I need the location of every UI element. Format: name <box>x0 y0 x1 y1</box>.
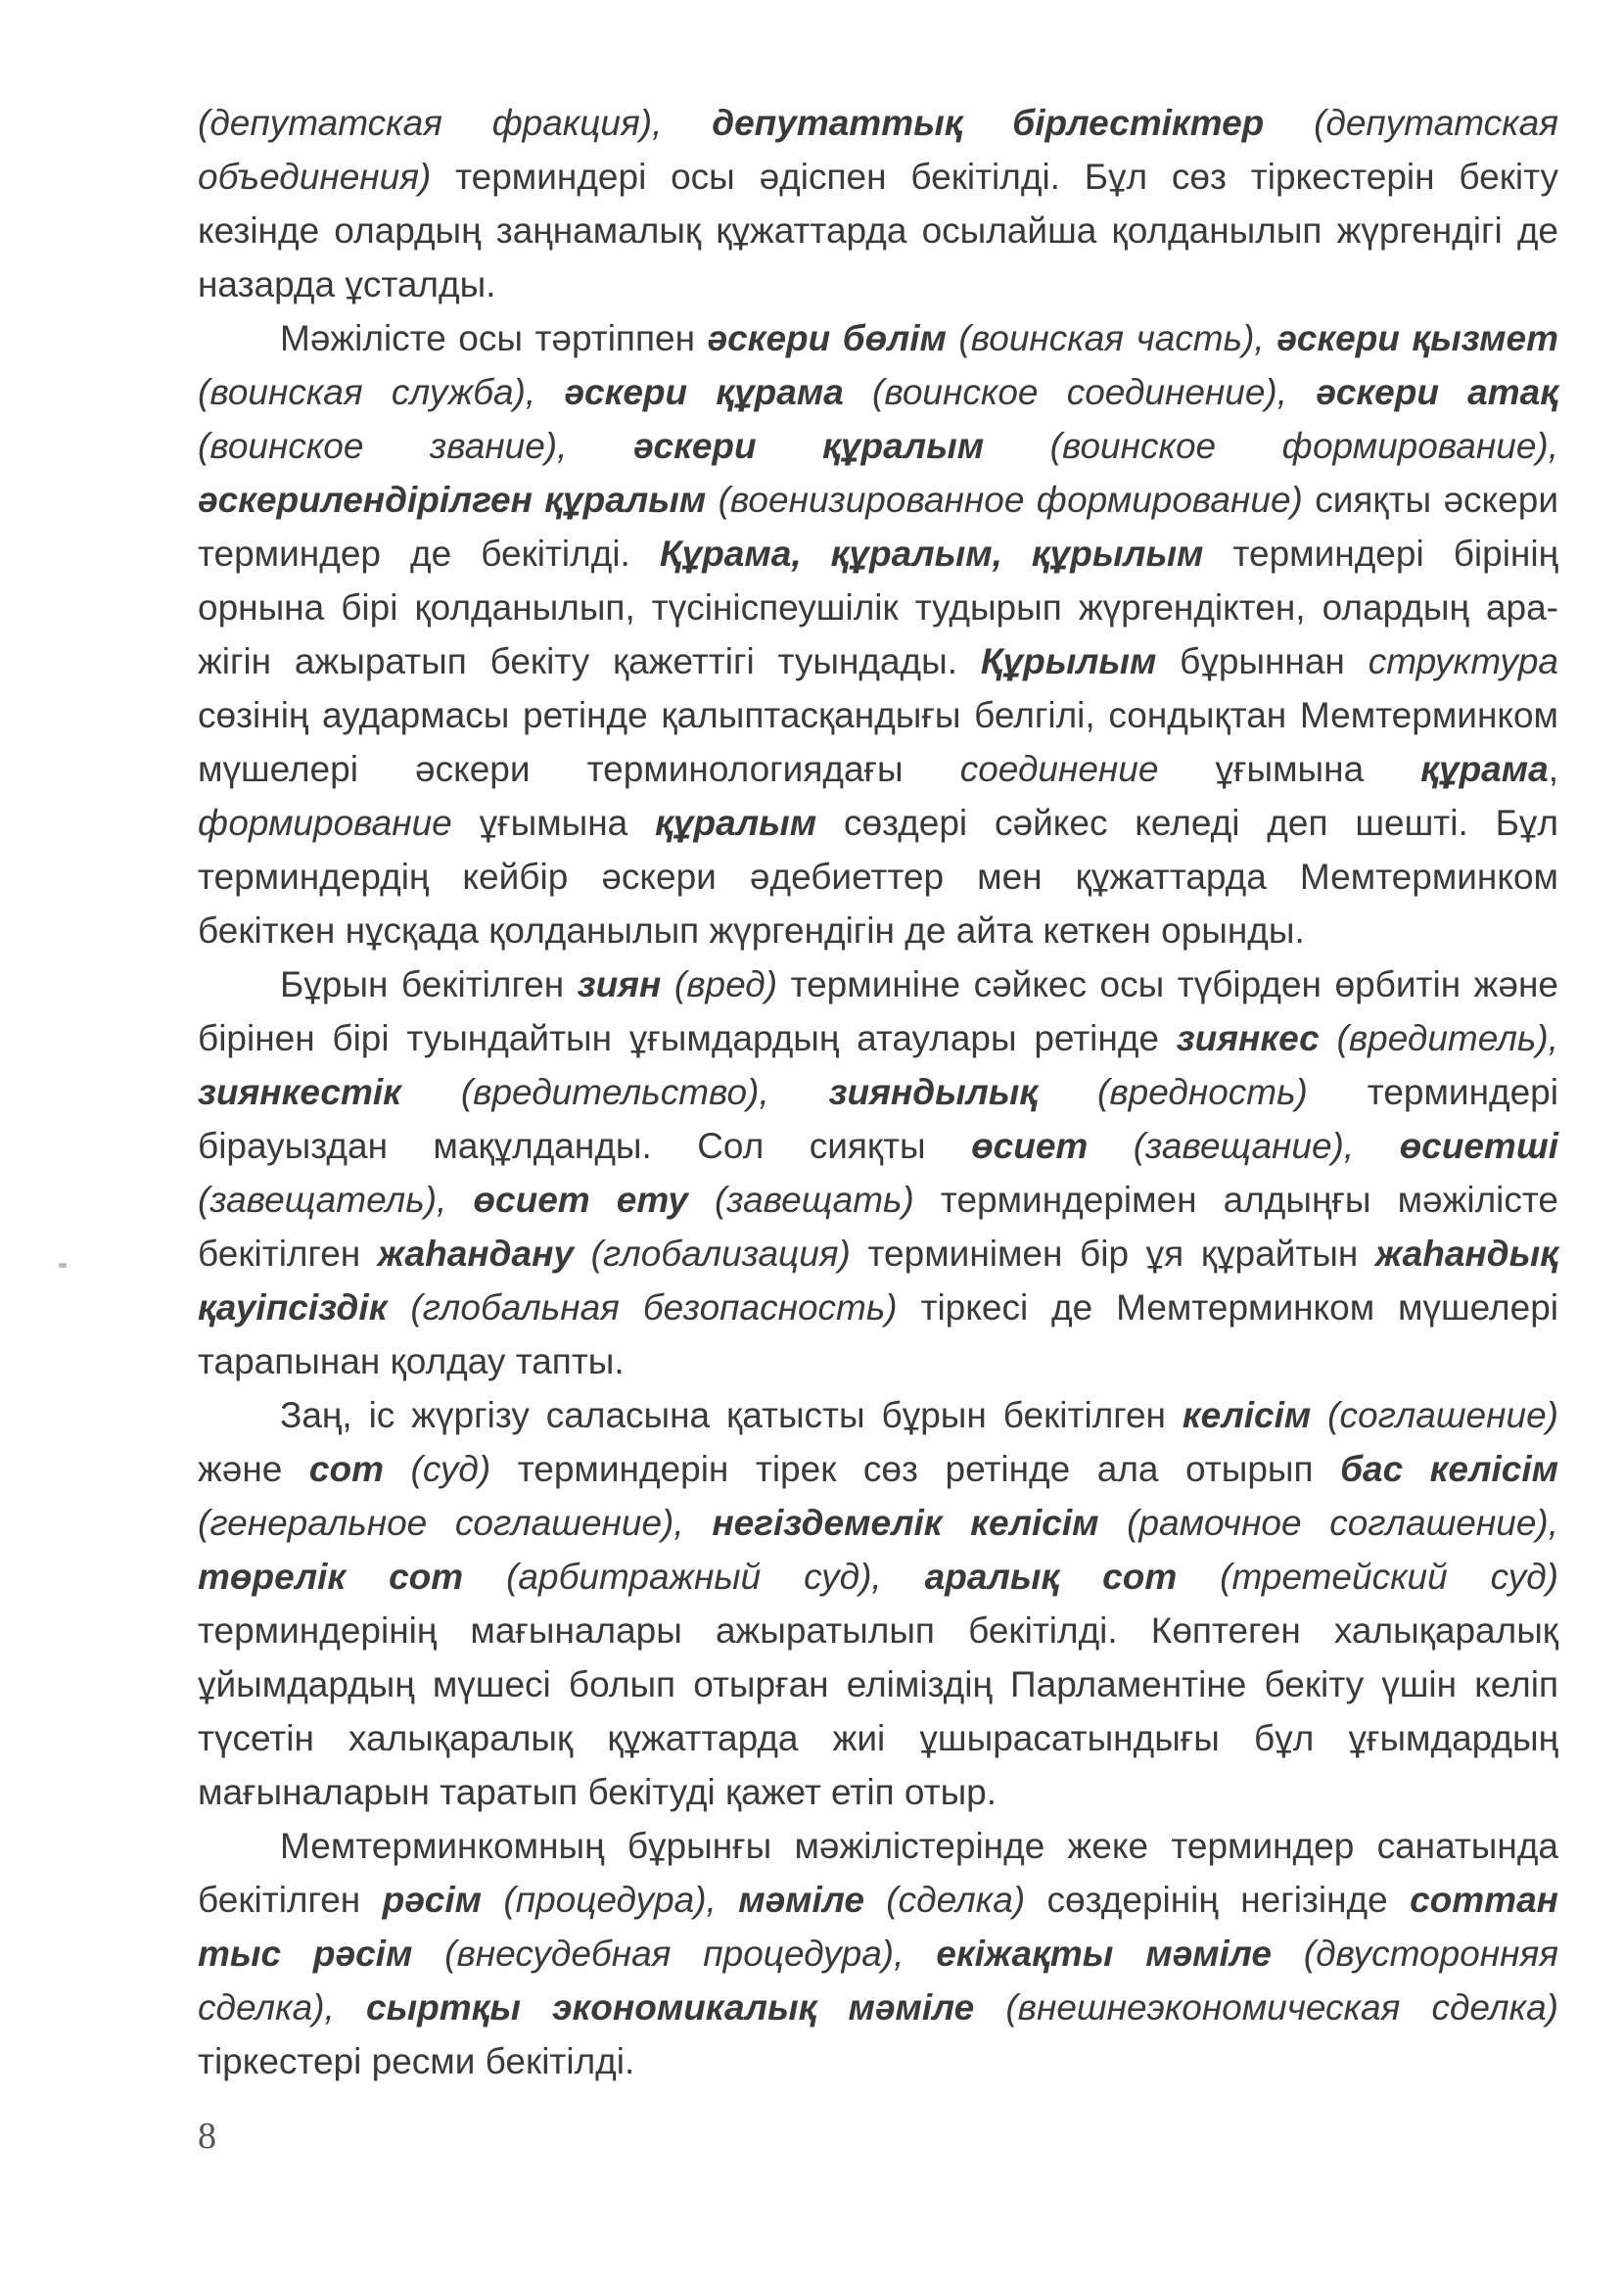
paragraph-text: (суд) <box>383 1449 491 1489</box>
paragraph-text: структура <box>1368 641 1558 681</box>
term-text: әскери құрама <box>564 372 844 412</box>
paragraph-text: ұғымына <box>451 803 656 843</box>
paragraph-text: соединение <box>959 749 1159 789</box>
paragraph-text: (сделка) <box>863 1880 1026 1920</box>
paragraph-text: (воинское соединение), <box>843 372 1317 412</box>
paragraph-text: (завещатель), <box>198 1180 474 1220</box>
paragraph-text: (двусторонняя сделка), <box>198 1934 1559 2028</box>
paragraph-text: және <box>198 1449 309 1489</box>
paragraph-text: ұғымына <box>1158 749 1421 789</box>
paragraph-text: (вредительство), <box>400 1072 829 1112</box>
paragraph-text: тіркестері ресми бекітілді. <box>198 2041 635 2081</box>
term-text: құрама <box>1420 749 1549 789</box>
paragraph <box>198 1388 1558 1819</box>
term-text: құралым <box>655 803 817 843</box>
paragraph-text: , <box>1548 749 1558 789</box>
paragraph-text: (воинская служба), <box>198 372 565 412</box>
paragraph-text: (внесудебная процедура), <box>412 1934 937 1974</box>
term-text: екіжақты мәміле <box>936 1934 1272 1974</box>
paragraph-text: (глобализация) <box>574 1234 851 1274</box>
term-text: депутаттық бірлестіктер <box>712 103 1265 143</box>
paragraph <box>198 96 1558 311</box>
term-text: өсиет ету <box>473 1180 688 1220</box>
term-text: зиянкестік <box>198 1072 401 1112</box>
term-text: мәміле <box>738 1880 864 1920</box>
term-text: соттан тыс рәсім <box>198 1880 1558 1974</box>
paragraph-text: (воинская часть), <box>946 318 1277 358</box>
term-text: сыртқы экономикалық мәміле <box>365 1987 975 2028</box>
paragraph <box>198 311 1558 957</box>
term-text: жаһандық қауіпсіздік <box>198 1234 1558 1328</box>
term-text: әскери құралым <box>632 426 985 466</box>
paragraph-text: сөздерінің негізінде <box>1025 1880 1411 1920</box>
term-text: әскерилендірілген құралым <box>198 480 707 520</box>
paragraph-text: (третейский суд) <box>1177 1557 1558 1597</box>
term-text: өсиет <box>971 1126 1089 1166</box>
paragraph-text: терминдерімен алдыңғы мәжілісте бекітілген <box>198 1180 1559 1274</box>
term-text: жаһандану <box>377 1234 575 1274</box>
paragraph <box>198 957 1558 1388</box>
paragraph-text: (военизированное формирование) <box>706 480 1303 520</box>
paragraph-text: (вредность) <box>1038 1072 1308 1112</box>
paragraph-text: тіркесі де Мемтерминком мүшелері тарапынан қолдау тапты. <box>198 1287 1558 1381</box>
term-text: әскери атақ <box>1316 372 1558 412</box>
term-text: сот <box>308 1449 384 1489</box>
paragraph-text: Бұрын бекітілген <box>280 964 578 1004</box>
paragraph-text: Мемтерминкомның бұрынғы мәжілістерінде жеке терминдер санатында бекітілген <box>198 1826 1558 1920</box>
paragraph-text: (генеральное соглашение), <box>198 1503 713 1543</box>
term-text: Құрама, құралым, құрылым <box>659 534 1204 574</box>
paragraph-text: бұрыннан <box>1156 641 1369 681</box>
paragraph-text: (внешнеэкономическая сделка) <box>974 1987 1558 2028</box>
paragraph-text: терминімен бір ұя құрайтын <box>850 1234 1375 1274</box>
term-text: зиян <box>577 964 662 1004</box>
paragraph-text: терминіне сәйкес осы түбірден өрбитін және бірінен бірі туындайтын ұғымдардың атаулары ретінде <box>198 964 1559 1058</box>
paragraph-text: (соглашение) <box>1311 1395 1558 1435</box>
paragraph-text: (глобальная безопасность) <box>387 1287 898 1328</box>
term-text: әскери қызмет <box>1276 318 1558 358</box>
page-number: 8 <box>198 2116 216 2157</box>
term-text: зияндылық <box>828 1072 1039 1112</box>
term-text: негіздемелік келісім <box>712 1503 1099 1543</box>
term-text: бас келісім <box>1340 1449 1558 1489</box>
paragraph-text: терминдері бірінің орнына бірі қолданылып, түсініспеушілік тудырып жүргендіктен, олардың ара-жігін ажыратып бекіту қажеттігі туындады. <box>198 534 1559 681</box>
paragraph-text: (процедура), <box>482 1880 739 1920</box>
paragraph-text: сөздері сәйкес келеді деп шешті. Бұл терминдердің кейбір әскери әдебиеттер мен құжаттарда Мемтерминком бекіткен нұсқада қолданылып жүргендігін де айта кеткен орынды. <box>198 803 1558 951</box>
page-body <box>198 96 1558 2088</box>
paragraph-text: сияқты әскери терминдер де бекітілді. <box>198 480 1558 574</box>
paragraph-text: Мәжілісте осы тәртіппен <box>280 318 708 358</box>
paragraph-text: (вред) <box>661 964 778 1004</box>
term-text: өсиетші <box>1399 1126 1558 1166</box>
paragraph-text: формирование <box>198 803 452 843</box>
paragraph-text: терминдерінің мағыналары ажыратылып бекітілді. Көптеген халықаралық ұйымдардың мүшесі болып отырған еліміздің Парламентіне бекіту үшін келіп түсетін халықаралық құжаттарда жиі ұшырасатындығы бұл ұғымдардың мағыналарын таратып бекітуді қажет етіп отыр. <box>198 1610 1558 1812</box>
term-text: төрелік сот <box>198 1557 464 1597</box>
paragraph-text: (воинское звание), <box>198 426 633 466</box>
paragraph <box>198 1819 1558 2088</box>
term-text: зиянкес <box>1176 1018 1320 1058</box>
paragraph-text: (воинское формирование), <box>984 426 1558 466</box>
paragraph-text: (депутатская объединения) <box>198 103 1558 197</box>
paragraph-text: (депутатская фракция), <box>198 103 713 143</box>
term-text: келісім <box>1182 1395 1312 1435</box>
paragraph-text: Заң, іс жүргізу саласына қатысты бұрын бекітілген <box>280 1395 1183 1435</box>
paragraph-text: (завещание), <box>1088 1126 1400 1166</box>
paragraph-text: терминдерін тірек сөз ретінде ала отырып <box>490 1449 1341 1489</box>
paragraph-text: терминдері осы әдіспен бекітілді. Бұл сөз тіркестерін бекіту кезінде олардың заңнамалық құжаттарда осылайша қолданылып жүргендігі де назарда ұсталды. <box>198 157 1558 304</box>
paragraph-text: (арбитражный суд), <box>463 1557 925 1597</box>
paragraph-text: (вредитель), <box>1319 1018 1558 1058</box>
paragraph-text: терминдері бірауыздан мақұлданды. Сол сияқты <box>198 1072 1558 1166</box>
scan-speck <box>59 1263 67 1268</box>
paragraph-text: (рамочное соглашение), <box>1098 1503 1558 1543</box>
term-text: әскери бөлім <box>707 318 947 358</box>
paragraph-text: сөзінің аудармасы ретінде қалыптасқандығы белгілі, сондықтан Мемтерминком мүшелері әскери терминологиядағы <box>198 695 1558 789</box>
term-text: рәсім <box>382 1880 483 1920</box>
paragraph-text: (завещать) <box>687 1180 914 1220</box>
term-text: Құрылым <box>980 641 1157 681</box>
term-text: аралық сот <box>924 1557 1178 1597</box>
